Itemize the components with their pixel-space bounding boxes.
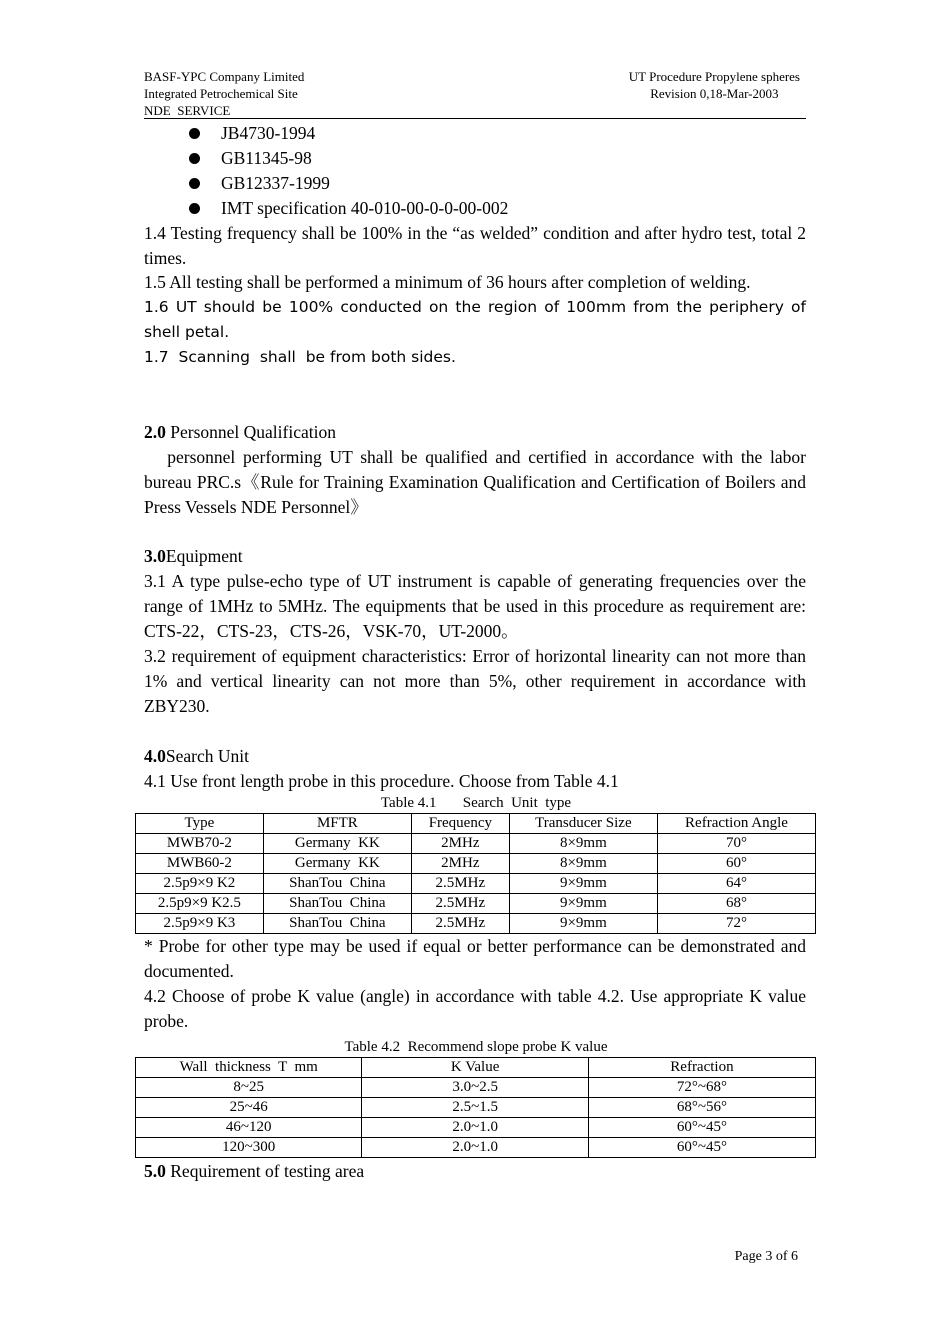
table-row — [136, 834, 816, 854]
page-number: Page 3 of 6 — [734, 1249, 798, 1264]
section-2-number: 2.0 — [144, 421, 166, 442]
probe-note: * Probe for other type may be used if equal or better performance can be demonstrated and documented. — [144, 936, 806, 982]
page-header — [144, 68, 806, 119]
table-cell: 2.5p9×9 K3 — [136, 914, 264, 934]
table-cell: 2MHz — [411, 854, 509, 874]
list-item: GB11345-98 — [144, 146, 806, 171]
section-3-title: Equipment — [165, 546, 243, 567]
bullet-icon — [189, 153, 200, 164]
para-4-1: 4.1 Use front length probe in this procedure. Choose from Table 4.1 — [144, 770, 619, 791]
table-cell: 120~300 — [136, 1138, 362, 1158]
table-cell: 2.5~1.5 — [362, 1098, 588, 1118]
para-3-2: 3.2 requirement of equipment characteristics: Error of horizontal linearity can not more than 1% and vertical linearity can not more than 5%, other requirement in accordance with ZBY230. — [144, 646, 806, 716]
standards-list — [144, 121, 806, 221]
para-3-1: 3.1 A type pulse-echo type of UT instrument is capable of generating frequencies over the range of 1MHz to 5MHz. The equipments that be used in this procedure as requirement are: CTS-22，CTS-23，CTS-26，VSK-70，UT-2000。 — [144, 571, 806, 642]
table-cell: 8×9mm — [509, 834, 657, 854]
section-2-title: Personnel Qualification — [165, 421, 336, 442]
table-row — [136, 854, 816, 874]
table-header-cell: Wall thickness T mm — [136, 1058, 362, 1078]
header-doc-title: UT Procedure Propylene spheres — [628, 69, 800, 84]
table-cell: 60°~45° — [588, 1138, 815, 1158]
table-header-cell: Refraction Angle — [658, 814, 816, 834]
table-header-cell: K Value — [362, 1058, 588, 1078]
table-cell: 68°~56° — [588, 1098, 815, 1118]
header-revision: Revision 0,18-Mar-2003 — [650, 86, 779, 101]
para-1-7: 1.7 Scanning shall be from both sides. — [144, 348, 456, 367]
table-header-cell: MFTR — [263, 814, 411, 834]
page-body — [144, 121, 811, 1184]
bullet-icon — [189, 128, 200, 139]
table-header-cell: Refraction — [588, 1058, 815, 1078]
para-1-4: 1.4 Testing frequency shall be 100% in the “as welded” condition and after hydro test, total 2 times. — [144, 222, 806, 268]
section-2-body: personnel performing UT shall be qualified and certified in accordance with the labor bureau PRC.s《Rule for Training Examination Qualification and Certification of Boilers and Press Vessels NDE Personnel》 — [144, 446, 811, 517]
para-1-6: 1.6 UT should be 100% conducted on the region of 100mm from the periphery of shell petal. — [144, 298, 806, 342]
section-3-number: 3.0 — [144, 546, 166, 567]
section-5-heading — [144, 1159, 806, 1184]
table-cell: 72°~68° — [588, 1078, 815, 1098]
table-4-1-caption: Table 4.1 Search Unit type — [380, 795, 572, 812]
list-item: JB4730-1994 — [144, 121, 806, 146]
section-5-title: Requirement of testing area — [165, 1161, 365, 1182]
table-cell: ShanTou China — [263, 914, 411, 934]
table-row — [136, 1118, 816, 1138]
table-row — [136, 1078, 816, 1098]
table-cell: MWB70-2 — [136, 834, 264, 854]
table-row — [136, 894, 816, 914]
table-row — [136, 874, 816, 894]
table-cell: ShanTou China — [263, 894, 411, 914]
table-cell: 60°~45° — [588, 1118, 815, 1138]
table-header-cell: Type — [136, 814, 264, 834]
table-cell: 8~25 — [136, 1078, 362, 1098]
table-cell: 2.5MHz — [411, 874, 509, 894]
table-cell: 64° — [658, 874, 816, 894]
table-4-1 — [135, 813, 816, 934]
table-cell: ShanTou China — [263, 874, 411, 894]
header-company: BASF-YPC Company Limited — [144, 69, 305, 84]
table-cell: 70° — [658, 834, 816, 854]
section-4-number: 4.0 — [144, 745, 166, 766]
table-header-row — [136, 814, 816, 834]
table-header-cell: Frequency — [411, 814, 509, 834]
section-3-heading — [144, 544, 806, 569]
table-cell: 25~46 — [136, 1098, 362, 1118]
table-cell: 2.5MHz — [411, 894, 509, 914]
bullet-icon — [189, 203, 200, 214]
table-cell: 2.5p9×9 K2.5 — [136, 894, 264, 914]
para-4-2: 4.2 Choose of probe K value (angle) in accordance with table 4.2. Use appropriate K value probe. — [144, 986, 806, 1032]
header-right — [629, 68, 800, 102]
section-4-heading — [144, 744, 806, 769]
header-left — [144, 68, 304, 119]
table-cell: 9×9mm — [509, 894, 657, 914]
table-4-2-caption: Table 4.2 Recommend slope probe K value — [344, 1039, 608, 1056]
table-cell: 68° — [658, 894, 816, 914]
table-row — [136, 1098, 816, 1118]
table-cell: 2.0~1.0 — [362, 1118, 588, 1138]
list-item: GB12337-1999 — [144, 171, 806, 196]
table-cell: 9×9mm — [509, 874, 657, 894]
table-header-row — [136, 1058, 816, 1078]
table-cell: 2.0~1.0 — [362, 1138, 588, 1158]
table-cell: 8×9mm — [509, 854, 657, 874]
header-site: Integrated Petrochemical Site — [144, 86, 298, 101]
list-item: IMT specification 40-010-00-0-0-00-002 — [144, 196, 806, 221]
table-cell: 72° — [658, 914, 816, 934]
table-4-2 — [135, 1057, 816, 1158]
section-5-number: 5.0 — [144, 1161, 166, 1182]
table-cell: 9×9mm — [509, 914, 657, 934]
table-cell: Germany KK — [263, 854, 411, 874]
table-cell: Germany KK — [263, 834, 411, 854]
section-2-heading — [144, 420, 806, 445]
table-cell: 46~120 — [136, 1118, 362, 1138]
table-row — [136, 914, 816, 934]
para-1-5: 1.5 All testing shall be performed a minimum of 36 hours after completion of welding. — [144, 272, 751, 293]
table-row — [136, 1138, 816, 1158]
bullet-icon — [189, 178, 200, 189]
table-cell: 2MHz — [411, 834, 509, 854]
table-cell: MWB60-2 — [136, 854, 264, 874]
table-cell: 3.0~2.5 — [362, 1078, 588, 1098]
table-cell: 60° — [658, 854, 816, 874]
header-service: NDE SERVICE — [144, 103, 231, 118]
table-cell: 2.5p9×9 K2 — [136, 874, 264, 894]
section-4-title: Search Unit — [165, 745, 249, 766]
table-cell: 2.5MHz — [411, 914, 509, 934]
table-header-cell: Transducer Size — [509, 814, 657, 834]
